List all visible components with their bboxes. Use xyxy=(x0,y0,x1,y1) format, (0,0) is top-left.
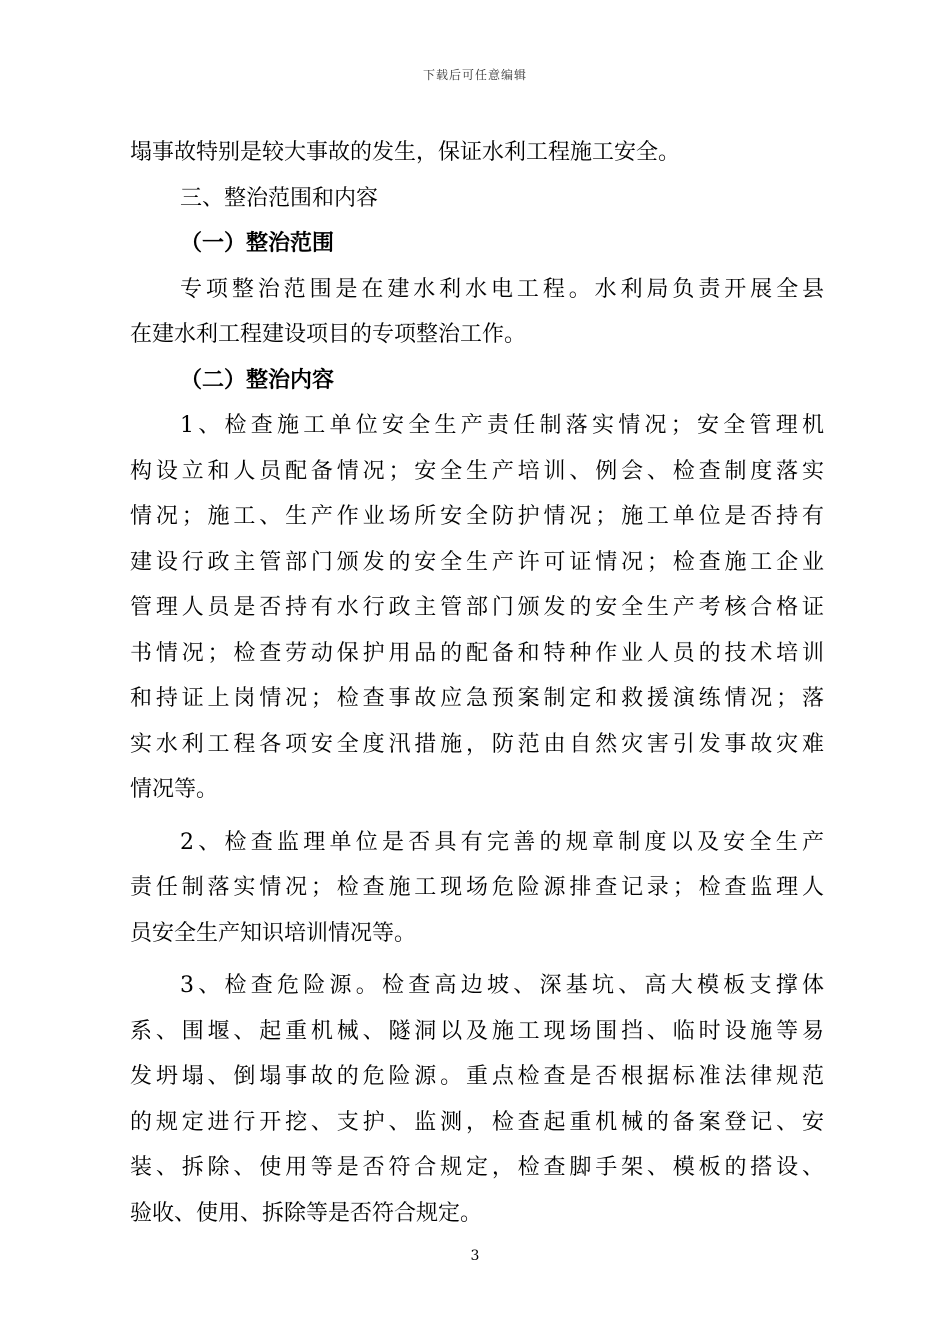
paragraph-line: 构设立和人员配备情况；安全生产培训、例会、检查制度落实 xyxy=(130,458,824,484)
page-number: 3 xyxy=(470,1248,480,1264)
paragraph-line: 专项整治范围是在建水利水电工程。水利局负责开展全县 xyxy=(180,276,824,302)
section-heading: 三、整治范围和内容 xyxy=(180,185,379,211)
paragraph-line: 2、检查监理单位是否具有完善的规章制度以及安全生产 xyxy=(180,829,824,855)
paragraph-line: 书情况；检查劳动保护用品的配备和特种作业人员的技术培训 xyxy=(130,640,824,666)
paragraph-line: 情况等。 xyxy=(130,777,219,802)
paragraph-line: 发坍塌、倒塌事故的危险源。重点检查是否根据标准法律规范 xyxy=(130,1064,824,1089)
paragraph-line: 3、检查危险源。检查高边坡、深基坑、高大模板支撑体 xyxy=(180,973,824,998)
paragraph-line: 系、围堰、起重机械、隧洞以及施工现场围挡、临时设施等易 xyxy=(130,1018,824,1044)
document-body xyxy=(130,130,824,1236)
paragraph-line: 实水利工程各项安全度汛措施，防范由自然灾害引发事故灾难 xyxy=(130,731,824,757)
paragraph-line: 装、拆除、使用等是否符合规定，检查脚手架、模板的搭设、 xyxy=(130,1155,824,1180)
paragraph-line: 员安全生产知识培训情况等。 xyxy=(130,920,417,946)
paragraph-line: 塌事故特别是较大事故的发生，保证水利工程施工安全。 xyxy=(130,140,681,165)
paragraph-line: 的规定进行开挖、支护、监测，检查起重机械的备案登记、安 xyxy=(130,1109,824,1135)
subsection-heading: （二）整治内容 xyxy=(180,366,335,393)
paragraph-line: 责任制落实情况；检查施工现场危险源排查记录；检查监理人 xyxy=(130,875,824,900)
paragraph-line: 情况；施工、生产作业场所安全防护情况；施工单位是否持有 xyxy=(130,504,824,529)
page-header-note: 下载后可任意编辑 xyxy=(422,68,527,82)
paragraph-line: 和持证上岗情况；检查事故应急预案制定和救援演练情况；落 xyxy=(130,686,824,711)
paragraph-line: 1、检查施工单位安全生产责任制落实情况；安全管理机 xyxy=(180,413,824,438)
paragraph-line: 在建水利工程建设项目的专项整治工作。 xyxy=(130,322,527,347)
subsection-heading: （一）整治范围 xyxy=(180,230,335,256)
paragraph-line: 验收、使用、拆除等是否符合规定。 xyxy=(130,1200,483,1226)
paragraph-line: 管理人员是否持有水行政主管部门颁发的安全生产考核合格证 xyxy=(130,595,824,620)
paragraph-line: 建设行政主管部门颁发的安全生产许可证情况；检查施工企业 xyxy=(130,549,824,575)
